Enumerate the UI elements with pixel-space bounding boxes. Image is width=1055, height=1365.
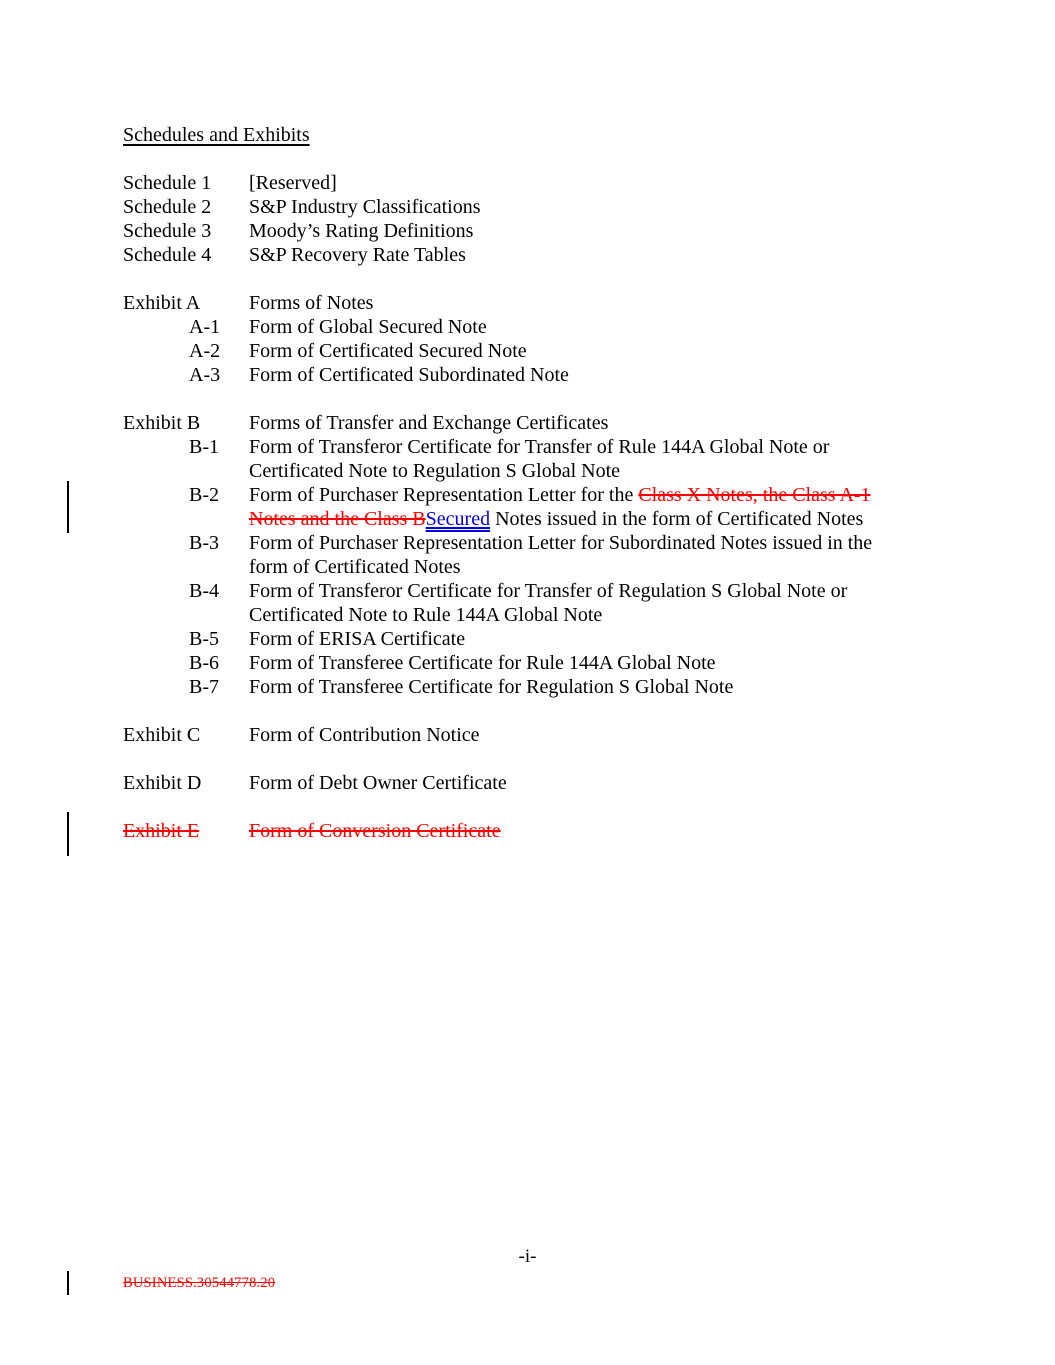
- toc-row-schedule-2: [123, 195, 904, 219]
- toc-row-exhibit-d: [123, 771, 904, 795]
- change-bar-exhibit-e: [67, 812, 69, 856]
- row-label-deleted: Exhibit E: [123, 820, 200, 842]
- toc-row-exhibit-b: [123, 411, 904, 435]
- toc-row-exhibit-c: [123, 723, 904, 747]
- row-desc: Form of Global Secured Note: [249, 316, 487, 338]
- row-desc-redlined: [249, 483, 904, 531]
- text-segment: Notes issued in the form of Certificated Notes: [490, 508, 864, 530]
- row-label: Exhibit A: [123, 292, 201, 314]
- row-number: B-3: [189, 532, 219, 554]
- toc-row-a3: [123, 363, 904, 387]
- row-desc: Form of Purchaser Representation Letter for Subordinated Notes issued in the form of Certificated Notes: [249, 532, 873, 578]
- row-number: A-2: [189, 340, 221, 362]
- exhibit-b-group: [123, 411, 904, 699]
- schedules-group: [123, 171, 904, 267]
- exhibit-c-group: [123, 723, 904, 747]
- text-segment: Form of Purchaser Representation Letter for the: [249, 484, 639, 506]
- row-desc: Form of ERISA Certificate: [249, 628, 466, 650]
- row-number: B-2: [189, 484, 219, 506]
- row-label: Schedule 1: [123, 172, 212, 194]
- toc-row-b4: [123, 579, 904, 627]
- row-number: A-3: [189, 364, 221, 386]
- exhibit-a-group: [123, 291, 904, 387]
- row-desc: Forms of Transfer and Exchange Certificates: [249, 412, 609, 434]
- row-number: B-6: [189, 652, 219, 674]
- inserted-text-segment: Secured: [425, 508, 491, 530]
- toc-row-exhibit-a: [123, 291, 904, 315]
- page-number: -i-: [518, 1246, 537, 1267]
- document-body: [123, 123, 904, 843]
- toc-row-b1: [123, 435, 904, 483]
- row-desc: Form of Debt Owner Certificate: [249, 772, 507, 794]
- row-desc: Form of Contribution Notice: [249, 724, 480, 746]
- row-label: Schedule 4: [123, 244, 212, 266]
- row-number: B-7: [189, 676, 219, 698]
- row-desc: S&P Industry Classifications: [249, 196, 481, 218]
- deleted-text-segment: Class X Notes, the Class A-1 Notes and the Class B: [249, 484, 871, 530]
- row-number: B-5: [189, 628, 219, 650]
- toc-row-schedule-1: [123, 171, 904, 195]
- row-desc: Form of Certificated Secured Note: [249, 340, 527, 362]
- row-desc: Form of Transferee Certificate for Rule 144A Global Note: [249, 652, 716, 674]
- row-number: A-1: [189, 316, 221, 338]
- row-label: Exhibit B: [123, 412, 201, 434]
- row-number: B-1: [189, 436, 219, 458]
- toc-row-b7: [123, 675, 904, 699]
- section-title-text: Schedules and Exhibits: [123, 124, 310, 146]
- footer-doc-id-deleted-text: BUSINESS.30544778.20: [123, 1275, 276, 1291]
- toc-row-b3: [123, 531, 904, 579]
- row-desc: Forms of Notes: [249, 292, 374, 314]
- toc-row-b6: [123, 651, 904, 675]
- row-desc: Form of Transferee Certificate for Regulation S Global Note: [249, 676, 734, 698]
- toc-row-schedule-4: [123, 243, 904, 267]
- row-label: Schedule 3: [123, 220, 212, 242]
- row-label: Exhibit D: [123, 772, 202, 794]
- toc-row-b2: [123, 483, 904, 531]
- toc-row-exhibit-e-deleted: [123, 819, 904, 843]
- row-desc: S&P Recovery Rate Tables: [249, 244, 466, 266]
- toc-row-a2: [123, 339, 904, 363]
- row-desc: [Reserved]: [249, 172, 337, 194]
- exhibit-d-group: [123, 771, 904, 795]
- row-label: Exhibit C: [123, 724, 201, 746]
- exhibit-e-group: [123, 819, 904, 843]
- toc-row-schedule-3: [123, 219, 904, 243]
- toc-row-a1: [123, 315, 904, 339]
- row-desc: Form of Certificated Subordinated Note: [249, 364, 569, 386]
- row-label: Schedule 2: [123, 196, 212, 218]
- section-title: [123, 123, 904, 147]
- toc-row-b5: [123, 627, 904, 651]
- row-number: B-4: [189, 580, 219, 602]
- footer-doc-id: [123, 1273, 275, 1293]
- row-desc: Form of Transferor Certificate for Transfer of Regulation S Global Note or Certificated Note to Rule 144A Global Note: [249, 580, 848, 626]
- change-bar-b2: [67, 481, 69, 533]
- row-desc: Moody’s Rating Definitions: [249, 220, 474, 242]
- row-desc: Form of Transferor Certificate for Transfer of Rule 144A Global Note or Certificated Note to Regulation S Global Note: [249, 436, 830, 482]
- row-desc-deleted: Form of Conversion Certificate: [249, 820, 501, 842]
- change-bar-footer: [67, 1271, 69, 1295]
